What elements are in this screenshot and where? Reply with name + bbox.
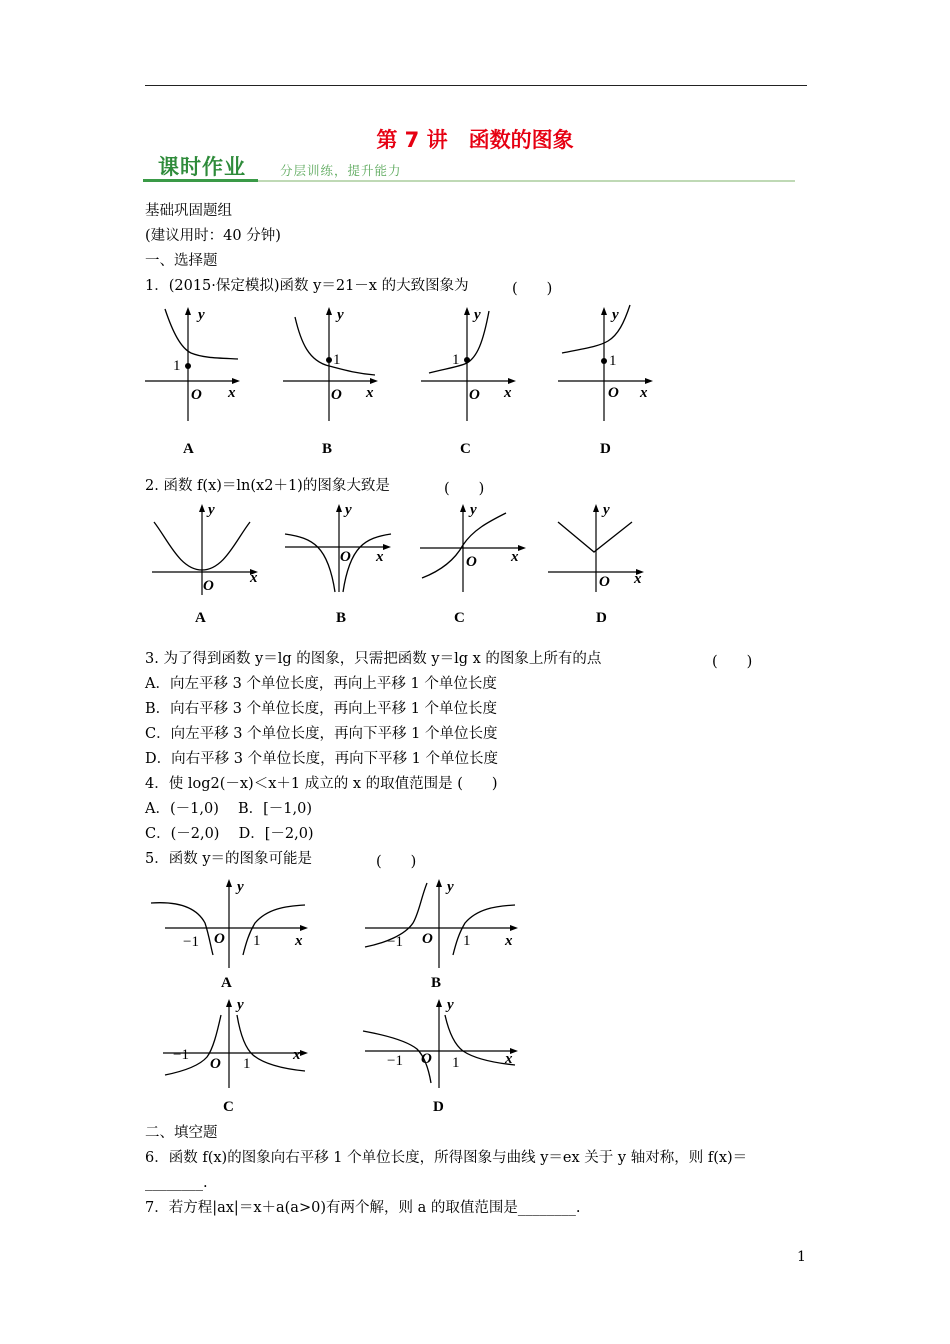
question-4: 4．使 log2(－x)＜x＋1 成立的 x 的取值范围是 ( ) [145, 776, 498, 792]
q2-figure-a [150, 500, 265, 630]
svg-text:y: y [237, 997, 244, 1013]
q2-figure-c [418, 500, 533, 630]
time-label: (建议用时：40 分钟) [145, 228, 281, 244]
answer-paren: ( ) [512, 281, 553, 297]
svg-text:D: D [600, 441, 611, 457]
svg-text:x: x [293, 1047, 301, 1063]
svg-text:O: O [421, 1051, 432, 1067]
svg-text:O: O [608, 385, 619, 401]
svg-text:B: B [322, 441, 333, 457]
svg-text:1: 1 [463, 933, 471, 949]
svg-text:x: x [250, 570, 258, 586]
svg-text:C: C [454, 610, 465, 626]
svg-text:O: O [599, 574, 610, 590]
svg-text:O: O [422, 931, 433, 947]
svg-text:x: x [366, 385, 374, 401]
svg-text:y: y [208, 502, 215, 518]
section-heading-2: 二、填空题 [145, 1125, 218, 1141]
q1-figure-a [143, 303, 243, 463]
q1-figure-d [556, 303, 656, 463]
svg-text:−1: −1 [183, 934, 199, 950]
svg-text:C: C [223, 1099, 234, 1115]
choice-d: D．向右平移 3 个单位长度，再向下平移 1 个单位长度 [145, 751, 499, 767]
svg-text:y: y [470, 502, 477, 518]
answer-paren: ( ) [376, 854, 417, 870]
section-heading: 一、选择题 [145, 253, 218, 269]
choice-row-1: A．(－1,0) B．[－1,0) [145, 801, 312, 817]
svg-text:x: x [511, 549, 519, 565]
svg-text:D: D [596, 610, 607, 626]
page-number: 1 [797, 1249, 806, 1265]
svg-text:y: y [612, 307, 619, 323]
svg-text:x: x [505, 933, 513, 949]
svg-text:x: x [505, 1051, 513, 1067]
svg-text:O: O [214, 931, 225, 947]
answer-paren: ( ) [712, 654, 753, 670]
svg-text:A: A [195, 610, 206, 626]
svg-text:y: y [237, 879, 244, 895]
q5-figure-b [355, 873, 525, 993]
svg-text:x: x [228, 385, 236, 401]
svg-text:y: y [345, 502, 352, 518]
question-6-blank: ________. [145, 1175, 208, 1191]
svg-text:O: O [203, 578, 214, 594]
svg-text:x: x [640, 385, 648, 401]
svg-text:1: 1 [253, 933, 261, 949]
question-1: 1．(2015·保定模拟)函数 y＝21－x 的大致图象为 [145, 278, 469, 294]
question-6: 6．函数 f(x)的图象向右平移 1 个单位长度，所得图象与曲线 y＝ex 关于 y 轴对称，则 f(x)＝ [145, 1150, 748, 1166]
svg-text:O: O [191, 387, 202, 403]
svg-text:x: x [504, 385, 512, 401]
choice-b: B．向右平移 3 个单位长度，再向上平移 1 个单位长度 [145, 701, 498, 717]
svg-text:y: y [337, 307, 344, 323]
svg-text:A: A [221, 975, 232, 991]
svg-text:B: B [336, 610, 347, 626]
question-7: 7．若方程|ax|＝x＋a(a>0)有两个解，则 a 的取值范围是________. [145, 1200, 581, 1216]
svg-text:1: 1 [333, 352, 341, 368]
svg-text:O: O [469, 387, 480, 403]
svg-text:y: y [447, 997, 454, 1013]
choice-row-2: C．(－2,0) D．[－2,0) [145, 826, 314, 842]
svg-text:y: y [447, 879, 454, 895]
q5-figure-c [145, 993, 315, 1118]
q2-figure-b [283, 500, 398, 630]
q1-figure-b [281, 303, 381, 463]
svg-text:1: 1 [452, 1055, 460, 1071]
svg-text:O: O [210, 1056, 221, 1072]
question-2: 2. 函数 f(x)＝ln(x2＋1)的图象大致是 [145, 478, 390, 494]
svg-text:−1: −1 [387, 934, 403, 950]
svg-text:y: y [603, 502, 610, 518]
homework-badge: 课时作业 [158, 155, 246, 179]
svg-text:O: O [340, 549, 351, 565]
header-rule [145, 85, 807, 86]
svg-text:A: A [183, 441, 194, 457]
q5-figure-a [145, 873, 315, 993]
svg-text:O: O [466, 554, 477, 570]
page-title: 第 7 讲 函数的图象 [376, 128, 574, 152]
question-5: 5．函数 y＝的图象可能是 [145, 851, 313, 867]
svg-text:x: x [634, 571, 642, 587]
svg-text:1: 1 [452, 352, 460, 368]
q2-figure-d [546, 500, 661, 630]
svg-text:D: D [433, 1099, 444, 1115]
answer-paren: ( ) [444, 481, 485, 497]
homework-subtitle: 分层训练，提升能力 [280, 163, 402, 178]
choice-a: A．向左平移 3 个单位长度，再向上平移 1 个单位长度 [145, 676, 497, 692]
svg-text:1: 1 [173, 358, 181, 374]
q1-figure-c [419, 303, 519, 463]
svg-text:1: 1 [609, 353, 617, 369]
badge-underline [143, 179, 258, 182]
svg-text:y: y [474, 307, 481, 323]
svg-text:1: 1 [243, 1056, 251, 1072]
svg-text:x: x [376, 549, 384, 565]
svg-text:y: y [198, 307, 205, 323]
svg-text:−1: −1 [387, 1053, 403, 1069]
svg-text:C: C [460, 441, 471, 457]
group-label: 基础巩固题组 [145, 203, 232, 219]
question-3: 3. 为了得到函数 y＝lg 的图象，只需把函数 y＝lg x 的图象上所有的点 [145, 651, 602, 667]
svg-text:O: O [331, 387, 342, 403]
choice-c: C．向左平移 3 个单位长度，再向下平移 1 个单位长度 [145, 726, 498, 742]
q5-figure-d [355, 993, 525, 1118]
svg-text:x: x [295, 933, 303, 949]
svg-text:B: B [431, 975, 442, 991]
svg-text:−1: −1 [173, 1047, 189, 1063]
badge-rule [258, 180, 795, 182]
